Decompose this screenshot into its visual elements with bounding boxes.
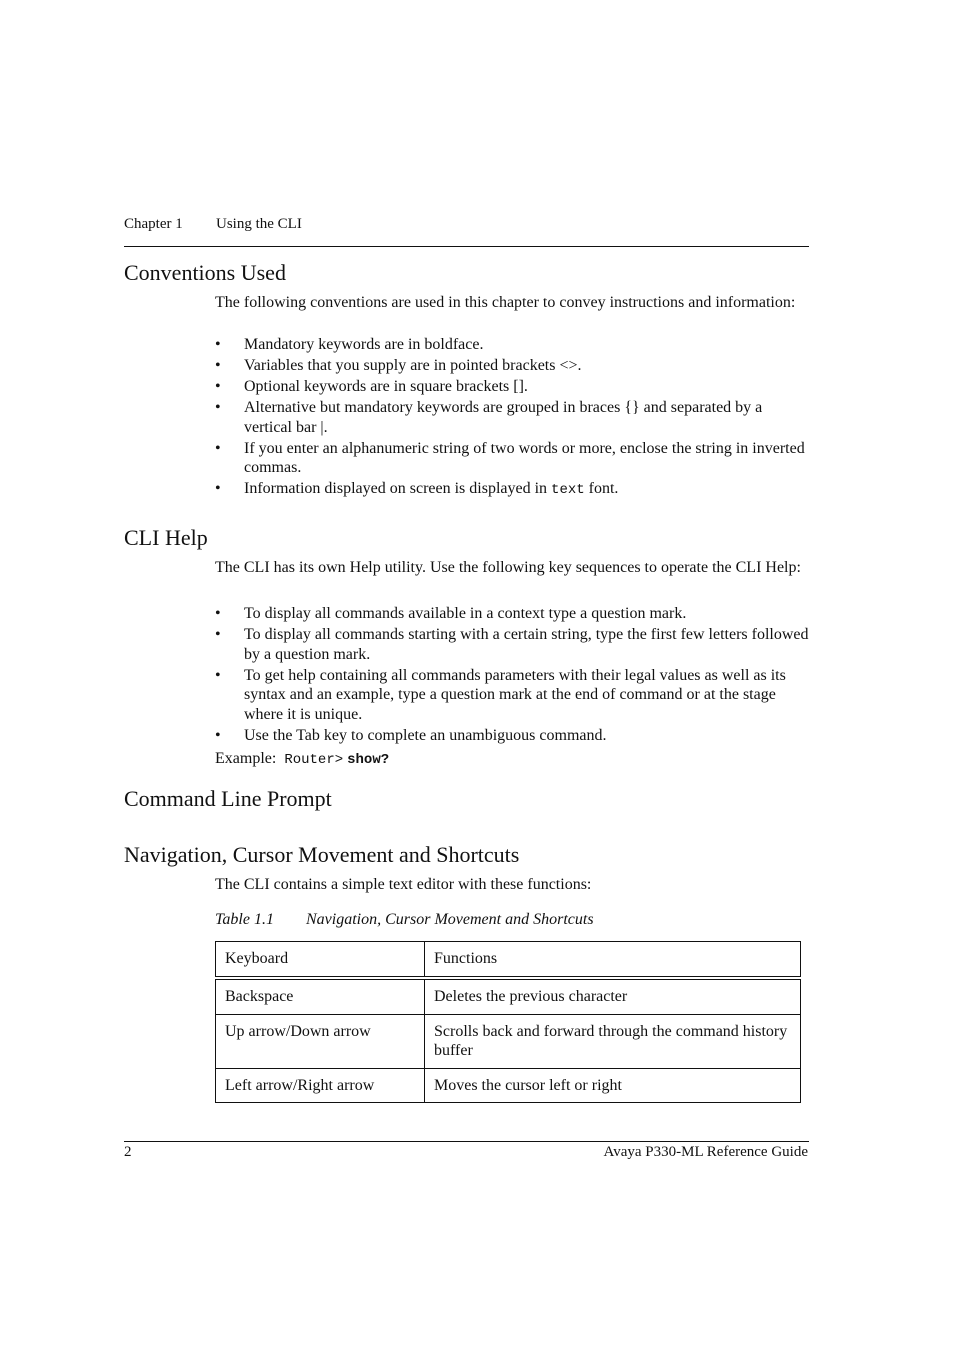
conventions-list [215,335,810,501]
list-item: • Variables that you supply are in pointed brackets <>. [215,357,582,374]
list-item: • Optional keywords are in square brackets []. [215,378,528,395]
navigation-intro: The CLI contains a simple text editor with these functions: [215,876,592,893]
table-cell: Up arrow/Down arrow [216,1014,425,1068]
navigation-table [215,941,801,1103]
footer-page-number: 2 [124,1144,132,1160]
table-cell: Moves the cursor left or right [425,1068,801,1103]
list-item: • If you enter an alphanumeric string of two words or more, enclose the string in inverted commas. [215,439,805,476]
mono-sample: text [551,482,585,498]
cli-help-example: Example: Router> show? [215,750,390,768]
table-row [216,978,801,1014]
cli-help-intro: The CLI has its own Help utility. Use the following key sequences to operate the CLI Help: [215,559,801,576]
table-header-row [216,942,801,979]
table-cell: Backspace [216,978,425,1014]
cli-help-heading: CLI Help [124,525,208,550]
conventions-intro: The following conventions are used in this chapter to convey instructions and information: [215,294,796,311]
header-title: Using the CLI [216,216,302,232]
table-caption: Table 1.1 Navigation, Cursor Movement and Shortcuts [215,911,594,928]
footer-rule [124,1141,809,1142]
list-item: • To get help containing all commands parameters with their legal values as well as its syntax and an example, type a question mark at the end of command or at the stage where it is unique. [215,666,786,723]
table-header-cell: Functions [425,942,801,979]
table-header-cell: Keyboard [216,942,425,979]
table-row [216,1014,801,1068]
footer-guide-title: Avaya P330-ML Reference Guide [603,1144,808,1160]
navigation-heading: Navigation, Cursor Movement and Shortcuts [124,842,520,867]
header-chapter: Chapter 1 [124,216,183,232]
table-cell: Deletes the previous character [425,978,801,1014]
list-item: • Use the Tab key to complete an unambiguous command. [215,726,607,744]
list-item: • Mandatory keywords are in boldface. [215,336,484,353]
header-rule [124,246,809,247]
list-item: • Information displayed on screen is displayed in text font. [215,480,619,498]
cli-help-list [215,604,810,745]
conventions-heading: Conventions Used [124,260,286,285]
example-command: show? [347,752,390,768]
list-item: • To display all commands available in a context type a question mark. [215,605,687,622]
example-prompt: Router> [284,752,344,768]
prompt-heading: Command Line Prompt [124,786,332,811]
list-item: • Alternative but mandatory keywords are grouped in braces {} and separated by a vertical bar |. [215,399,763,436]
table-cell: Scrolls back and forward through the command history buffer [425,1014,801,1068]
table-row [216,1068,801,1103]
table-cell: Left arrow/Right arrow [216,1068,425,1103]
list-item: • To display all commands starting with a certain string, type the first few letters followed by a question mark. [215,626,809,663]
